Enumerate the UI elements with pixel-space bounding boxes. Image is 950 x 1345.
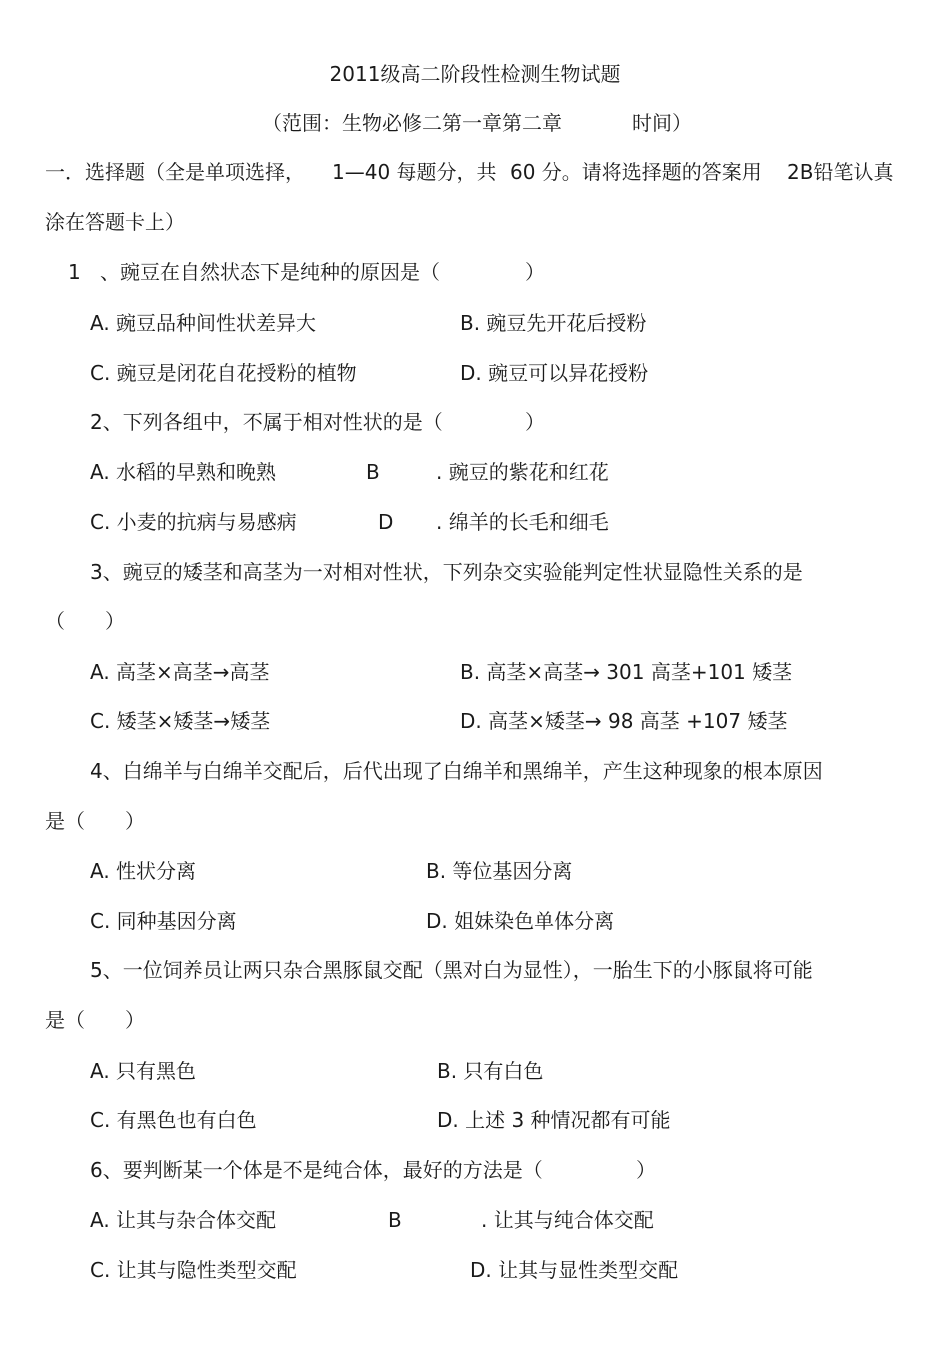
question-5-option-d: D. 上述 3 种情况都有可能: [437, 1108, 671, 1132]
question-6-stem: 6、要判断某一个体是不是纯合体，最好的方法是（: [90, 1158, 543, 1182]
question-3-option-c: C. 矮茎×矮茎→矮茎: [90, 709, 271, 733]
question-6-option-b: . 让其与纯合体交配: [481, 1208, 654, 1232]
question-4-stem: 4、白绵羊与白绵羊交配后，后代出现了白绵羊和黑绵羊，产生这种现象的根本原因: [90, 759, 823, 783]
question-3-option-a: A. 高茎×高茎→高茎: [90, 660, 270, 684]
question-3-stem: 3、豌豆的矮茎和高茎为一对相对性状，下列杂交实验能判定性状显隐性关系的是: [90, 560, 803, 584]
question-2-option-b: . 豌豆的紫花和红花: [436, 460, 609, 484]
question-6-paren-close: ）: [636, 1158, 656, 1182]
question-1-stem: 、豌豆在自然状态下是纯种的原因是（: [100, 260, 440, 284]
question-1-option-c: C. 豌豆是闭花自花授粉的植物: [90, 361, 357, 385]
question-4-stem-cont: 是（ ）: [45, 809, 145, 833]
section-intro-line2: 涂在答题卡上）: [45, 210, 185, 234]
question-1-option-d: D. 豌豆可以异花授粉: [460, 361, 649, 385]
exam-title: 2011级高二阶段性检测生物试题: [329, 62, 621, 86]
question-1-paren-close: ）: [525, 260, 545, 284]
question-2-stem: 2、下列各组中，不属于相对性状的是（: [90, 410, 443, 434]
question-2-option-a: A. 水稻的早熟和晚熟: [90, 460, 277, 484]
question-5-stem: 5、一位饲养员让两只杂合黑豚鼠交配（黑对白为显性），一胎生下的小豚鼠将可能: [90, 958, 813, 982]
section-intro-d: 2B铅笔认真: [787, 160, 894, 184]
question-1-option-b: B. 豌豆先开花后授粉: [460, 311, 647, 335]
section-intro-a: 一．选择题（全是单项选择，: [45, 160, 305, 184]
question-4-option-b: B. 等位基因分离: [426, 859, 573, 883]
question-1-option-a: A. 豌豆品种间性状差异大: [90, 311, 317, 335]
question-5-option-a: A. 只有黑色: [90, 1059, 197, 1083]
question-5-option-b: B. 只有白色: [437, 1059, 544, 1083]
question-2-paren-close: ）: [525, 410, 545, 434]
question-3-option-d: D. 高茎×矮茎→ 98 高茎 +107 矮茎: [460, 709, 788, 733]
question-5-option-c: C. 有黑色也有白色: [90, 1108, 257, 1132]
question-3-option-b: B. 高茎×高茎→ 301 高茎+101 矮茎: [460, 660, 793, 684]
section-intro-b: 1—40 每题分，共: [332, 160, 497, 184]
question-6-option-d: D. 让其与显性类型交配: [470, 1258, 679, 1282]
question-3-stem-cont: （ ）: [45, 609, 125, 633]
question-1-number: 1: [68, 260, 81, 284]
exam-scope: （范围：生物必修二第一章第二章: [262, 111, 562, 135]
question-2-option-b-letter: B: [366, 460, 380, 484]
question-2-option-d-letter: D: [378, 510, 394, 534]
question-4-option-a: A. 性状分离: [90, 859, 197, 883]
question-2-option-d: . 绵羊的长毛和细毛: [436, 510, 609, 534]
question-6-option-a: A. 让其与杂合体交配: [90, 1208, 277, 1232]
section-intro-c: 60 分。请将选择题的答案用: [510, 160, 762, 184]
question-6-option-c: C. 让其与隐性类型交配: [90, 1258, 297, 1282]
question-4-option-d: D. 姐妹染色单体分离: [426, 909, 615, 933]
question-6-option-b-letter: B: [388, 1208, 402, 1232]
question-4-option-c: C. 同种基因分离: [90, 909, 237, 933]
exam-time-label: 时间）: [632, 111, 692, 135]
question-5-stem-cont: 是（ ）: [45, 1008, 145, 1032]
question-2-option-c: C. 小麦的抗病与易感病: [90, 510, 297, 534]
